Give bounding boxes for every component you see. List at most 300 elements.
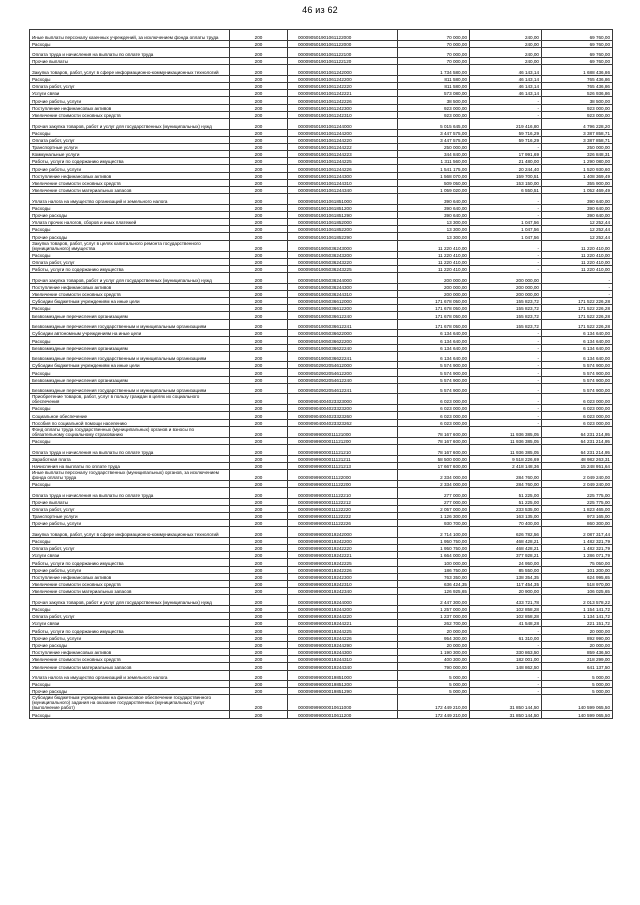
row-line-code: 200	[230, 445, 288, 456]
table-row	[30, 627, 613, 634]
table-row	[30, 258, 613, 265]
row-name: Приобретение товаров, работ, услуг в пользу граждан в целях их социального обеспечения	[30, 394, 230, 405]
row-approved: 6 023 000,00	[398, 412, 470, 419]
row-budget-code: 000090501905036243200	[288, 251, 398, 258]
row-line-code: 200	[230, 512, 288, 519]
row-line-code: 200	[230, 369, 288, 376]
row-approved: 171 678 050,00	[398, 312, 470, 319]
row-approved: 1 237 000,00	[398, 613, 470, 620]
row-approved: 277 000,00	[398, 488, 470, 499]
row-remaining: 1 286 071,79	[542, 552, 613, 559]
row-name: Расходы	[30, 480, 230, 487]
row-name: Услуги связи	[30, 620, 230, 627]
row-approved: 126 925,65	[398, 588, 470, 595]
row-budget-code: 000090501901061244222	[288, 143, 398, 150]
row-executed: 46 143,14	[470, 65, 542, 76]
table-row	[30, 233, 613, 240]
row-budget-code: 000090904004023323262	[288, 419, 398, 426]
row-approved: 70 000,00	[398, 58, 470, 65]
row-approved: 70 000,00	[398, 40, 470, 47]
row-name: Расходы	[30, 251, 230, 258]
row-executed: -	[470, 344, 542, 351]
row-approved: 5 000,00	[398, 681, 470, 688]
row-line-code: 200	[230, 172, 288, 179]
row-executed: 377 928,21	[470, 552, 542, 559]
row-executed: 70 400,00	[470, 520, 542, 527]
table-row	[30, 419, 613, 426]
table-row	[30, 351, 613, 362]
row-remaining: 1 290 080,00	[542, 158, 613, 165]
row-budget-code: 000090999000019242310	[288, 580, 398, 587]
row-executed: -	[470, 251, 542, 258]
row-executed: 11 936 385,05	[470, 437, 542, 444]
row-name: Уплата налога на имущество организаций и земельного налога	[30, 670, 230, 681]
table-row	[30, 412, 613, 419]
row-name: Увеличение стоимости основных средств	[30, 290, 230, 297]
row-line-code: 200	[230, 305, 288, 312]
row-budget-code: 000090501905036612000	[288, 298, 398, 305]
table-row	[30, 620, 613, 627]
row-remaining: 1 688 436,86	[542, 65, 613, 76]
table-row	[30, 143, 613, 150]
row-approved: 2 447 300,00	[398, 595, 470, 606]
row-remaining: 859 436,50	[542, 648, 613, 655]
row-line-code: 200	[230, 75, 288, 82]
row-name: Иные выплаты персоналу государственных (муниципальных) органов, за исключением фонда оплаты труда	[30, 469, 230, 480]
row-line-code: 200	[230, 251, 288, 258]
row-budget-code: 000090501901061852290	[288, 233, 398, 240]
row-name: Заработная плата	[30, 455, 230, 462]
row-line-code: 200	[230, 641, 288, 648]
row-line-code: 200	[230, 319, 288, 330]
row-remaining: -	[542, 283, 613, 290]
row-line-code: 200	[230, 588, 288, 595]
table-row	[30, 104, 613, 111]
row-approved: 400 300,00	[398, 656, 470, 663]
table-row	[30, 462, 613, 469]
row-executed: -	[470, 641, 542, 648]
row-line-code: 200	[230, 605, 288, 612]
row-remaining: 892 990,00	[542, 634, 613, 641]
table-row	[30, 111, 613, 118]
row-name: Безвозмездные перечисления организациям	[30, 376, 230, 383]
row-executed: 200 000,00	[470, 290, 542, 297]
row-approved: 5 574 900,00	[398, 362, 470, 369]
table-row	[30, 337, 613, 344]
row-executed: 284 760,00	[470, 480, 542, 487]
row-name: Увеличение стоимости основных средств	[30, 580, 230, 587]
row-budget-code: 000090501901061242226	[288, 97, 398, 104]
row-approved: 1 059 020,00	[398, 187, 470, 194]
row-budget-code: 000090999000019851000	[288, 670, 398, 681]
row-approved: 172 449 210,00	[398, 695, 470, 711]
row-approved: 6 134 640,00	[398, 351, 470, 362]
row-line-code: 200	[230, 620, 288, 627]
row-executed: -	[470, 194, 542, 205]
row-line-code: 200	[230, 670, 288, 681]
row-executed: 20 244,40	[470, 165, 542, 172]
row-approved: 2 057 000,00	[398, 505, 470, 512]
row-name: Расходы	[30, 204, 230, 211]
table-row	[30, 648, 613, 655]
row-remaining: 1 134 141,72	[542, 613, 613, 620]
row-remaining: 1 482 321,79	[542, 545, 613, 552]
row-executed: 200 000,00	[470, 273, 542, 284]
row-executed: -	[470, 383, 542, 394]
row-approved: 11 220 410,00	[398, 240, 470, 251]
table-row	[30, 40, 613, 47]
row-line-code: 200	[230, 663, 288, 670]
budget-table	[29, 29, 613, 719]
row-approved: 70 000,00	[398, 47, 470, 58]
row-line-code: 200	[230, 505, 288, 512]
row-remaining: 250 000,00	[542, 143, 613, 150]
row-remaining: 20 000,00	[542, 641, 613, 648]
row-name: Прочие расходы	[30, 641, 230, 648]
row-name: Расходы	[30, 337, 230, 344]
row-executed: 1 047,56	[470, 233, 542, 240]
row-executed: 155 823,72	[470, 319, 542, 330]
table-row	[30, 505, 613, 512]
row-name: Расходы	[30, 605, 230, 612]
row-approved: 6 134 640,00	[398, 344, 470, 351]
row-executed: 155 823,72	[470, 298, 542, 305]
row-remaining: 69 760,00	[542, 58, 613, 65]
row-budget-code: 000090904004023323200	[288, 405, 398, 412]
row-approved: 78 167 600,00	[398, 426, 470, 437]
row-line-code: 200	[230, 545, 288, 552]
table-row	[30, 129, 613, 136]
row-line-code: 200	[230, 455, 288, 462]
row-approved: 5 000,00	[398, 688, 470, 695]
row-budget-code: 000090502902054612240	[288, 376, 398, 383]
row-budget-code: 000090904004023323000	[288, 394, 398, 405]
row-name: Прочие выплаты	[30, 58, 230, 65]
row-approved: 78 167 600,00	[398, 445, 470, 456]
table-row	[30, 226, 613, 233]
row-executed: 41 548,28	[470, 620, 542, 627]
row-line-code: 200	[230, 383, 288, 394]
row-approved: 923 000,00	[398, 104, 470, 111]
row-name: Услуги связи	[30, 90, 230, 97]
row-remaining: 5 000,00	[542, 681, 613, 688]
row-budget-code: 000090999000019242000	[288, 527, 398, 538]
row-name: Прочая закупка товаров, работ и услуг для государственных (муниципальных) нужд	[30, 595, 230, 606]
table-row	[30, 480, 613, 487]
row-name: Оплата работ, услуг	[30, 258, 230, 265]
row-name: Прочие работы, услуги	[30, 634, 230, 641]
row-budget-code: 000090501901061242220	[288, 83, 398, 90]
row-budget-code: 000090999000011122212	[288, 498, 398, 505]
table-row	[30, 90, 613, 97]
row-remaining: 2 087 317,44	[542, 527, 613, 538]
row-executed: 17 991,69	[470, 151, 542, 158]
row-name: Расходы	[30, 40, 230, 47]
row-budget-code: 000090999000019242220	[288, 545, 398, 552]
row-approved: 172 449 210,00	[398, 711, 470, 718]
row-remaining: 6 134 640,00	[542, 337, 613, 344]
row-executed: 240,00	[470, 30, 542, 41]
row-name: Уплата прочих налогов, сборов и иных платежей	[30, 219, 230, 226]
row-approved: 2 334 000,00	[398, 469, 470, 480]
row-approved: 5 015 645,00	[398, 119, 470, 130]
row-executed: -	[470, 104, 542, 111]
row-remaining: 64 231 214,95	[542, 426, 613, 437]
row-remaining: 2 049 240,00	[542, 480, 613, 487]
row-approved: 1 126 300,00	[398, 512, 470, 519]
row-approved: 1 950 750,00	[398, 545, 470, 552]
row-approved: 6 023 000,00	[398, 394, 470, 405]
table-row	[30, 136, 613, 143]
row-executed: 240,00	[470, 58, 542, 65]
row-line-code: 200	[230, 537, 288, 544]
row-executed: 6 550,51	[470, 187, 542, 194]
row-budget-code: 000090501905036243000	[288, 240, 398, 251]
table-row	[30, 437, 613, 444]
row-name: Работы, услуги по содержанию имущества	[30, 266, 230, 273]
row-line-code: 200	[230, 480, 288, 487]
table-row	[30, 312, 613, 319]
table-row	[30, 58, 613, 65]
row-executed: 182 001,00	[470, 656, 542, 663]
row-approved: 5 574 900,00	[398, 376, 470, 383]
row-executed: 219 416,80	[470, 119, 542, 130]
row-budget-code: 000090501901061852200	[288, 226, 398, 233]
row-executed: -	[470, 688, 542, 695]
table-row	[30, 394, 613, 405]
row-name: Прочие расходы	[30, 688, 230, 695]
row-executed: -	[470, 211, 542, 218]
row-approved: 38 500,00	[398, 97, 470, 104]
row-approved: 3 447 575,00	[398, 136, 470, 143]
row-name: Поступление нефинансовых активов	[30, 283, 230, 290]
row-remaining: 12 252,44	[542, 233, 613, 240]
row-executed: 51 225,00	[470, 488, 542, 499]
row-remaining: 1 520 930,60	[542, 165, 613, 172]
row-budget-code: 000090501905036243220	[288, 258, 398, 265]
row-remaining: 6 134 640,00	[542, 344, 613, 351]
row-budget-code: 000090501901061851290	[288, 211, 398, 218]
row-remaining: 1 052 469,49	[542, 187, 613, 194]
row-line-code: 200	[230, 136, 288, 143]
row-executed: -	[470, 97, 542, 104]
row-approved: 5 000,00	[398, 670, 470, 681]
row-budget-code: 000090501901061122100	[288, 47, 398, 58]
row-name: Поступление нефинансовых активов	[30, 573, 230, 580]
row-budget-code: 000090999000011122210	[288, 488, 398, 499]
row-approved: 100 000,00	[398, 559, 470, 566]
row-name: Прочие работы, услуги	[30, 165, 230, 172]
row-budget-code: 000090501901061244200	[288, 129, 398, 136]
table-row	[30, 187, 613, 194]
table-row	[30, 520, 613, 527]
row-executed: -	[470, 362, 542, 369]
row-remaining: 5 000,00	[542, 670, 613, 681]
row-remaining: 225 775,00	[542, 488, 613, 499]
row-executed: 284 760,00	[470, 469, 542, 480]
row-remaining: 140 599 065,50	[542, 711, 613, 718]
table-row	[30, 204, 613, 211]
row-approved: 78 167 600,00	[398, 437, 470, 444]
table-row	[30, 634, 613, 641]
row-remaining: 923 000,00	[542, 104, 613, 111]
row-approved: 171 678 050,00	[398, 319, 470, 330]
table-row	[30, 97, 613, 104]
row-remaining: 5 574 900,00	[542, 362, 613, 369]
row-approved: 344 840,00	[398, 151, 470, 158]
row-budget-code: 000090501901061244226	[288, 165, 398, 172]
table-row	[30, 663, 613, 670]
row-name: Расходы	[30, 369, 230, 376]
row-executed: 117 454,35	[470, 580, 542, 587]
row-name: Расходы	[30, 129, 230, 136]
row-remaining: 765 436,86	[542, 75, 613, 82]
row-executed: 46 143,14	[470, 90, 542, 97]
row-budget-code: 000090501901061244220	[288, 136, 398, 143]
table-row	[30, 445, 613, 456]
row-approved: 930 700,00	[398, 520, 470, 527]
row-approved: 11 220 410,00	[398, 266, 470, 273]
row-line-code: 200	[230, 290, 288, 297]
row-approved: 573 080,00	[398, 90, 470, 97]
row-remaining: 973 165,00	[542, 512, 613, 519]
row-remaining: 69 760,00	[542, 40, 613, 47]
table-row	[30, 488, 613, 499]
row-executed: 626 782,56	[470, 527, 542, 538]
row-approved: 11 220 410,00	[398, 258, 470, 265]
table-row	[30, 455, 613, 462]
row-executed: 163 135,00	[470, 512, 542, 519]
row-executed: 31 850 144,50	[470, 695, 542, 711]
row-budget-code: 000090999000019242200	[288, 537, 398, 544]
row-budget-code: 000090501901061242200	[288, 75, 398, 82]
row-budget-code: 000090999000019242300	[288, 573, 398, 580]
row-line-code: 200	[230, 552, 288, 559]
table-row	[30, 469, 613, 480]
table-row	[30, 172, 613, 179]
table-row	[30, 605, 613, 612]
table-row	[30, 75, 613, 82]
row-approved: 13 300,00	[398, 226, 470, 233]
row-remaining: 6 134 640,00	[542, 351, 613, 362]
row-remaining: 221 151,72	[542, 620, 613, 627]
row-approved: 954 300,00	[398, 634, 470, 641]
row-name: Расходы	[30, 226, 230, 233]
table-row	[30, 119, 613, 130]
row-approved: 58 500 000,00	[398, 455, 470, 462]
row-remaining: -	[542, 290, 613, 297]
row-line-code: 200	[230, 613, 288, 620]
row-name: Прочие работы, услуги	[30, 520, 230, 527]
table-row	[30, 298, 613, 305]
row-line-code: 200	[230, 119, 288, 130]
row-remaining: 5 574 900,00	[542, 376, 613, 383]
table-row	[30, 580, 613, 587]
row-line-code: 200	[230, 211, 288, 218]
row-budget-code: 000090501901061244223	[288, 151, 398, 158]
row-executed: -	[470, 369, 542, 376]
row-line-code: 200	[230, 419, 288, 426]
row-executed: 9 518 226,69	[470, 455, 542, 462]
row-executed: -	[470, 240, 542, 251]
row-budget-code: 000090501901061851200	[288, 204, 398, 211]
row-name: Увеличение стоимости основных средств	[30, 179, 230, 186]
row-line-code: 200	[230, 30, 288, 41]
row-executed: 233 535,00	[470, 505, 542, 512]
row-name: Оплата работ, услуг	[30, 83, 230, 90]
row-name: Транспортные услуги	[30, 143, 230, 150]
row-line-code: 200	[230, 394, 288, 405]
row-budget-code: 000090501901061242221	[288, 90, 398, 97]
row-executed: -	[470, 337, 542, 344]
row-line-code: 200	[230, 83, 288, 90]
row-name: Оплата работ, услуг	[30, 136, 230, 143]
row-remaining: 860 300,00	[542, 520, 613, 527]
row-name: Уплата налога на имущество организаций и земельного налога	[30, 194, 230, 205]
row-line-code: 200	[230, 330, 288, 337]
row-line-code: 200	[230, 97, 288, 104]
row-remaining: 6 023 000,00	[542, 419, 613, 426]
row-line-code: 200	[230, 312, 288, 319]
row-remaining: 48 982 263,31	[542, 455, 613, 462]
row-line-code: 200	[230, 405, 288, 412]
row-name: Увеличение стоимости материальных запасов	[30, 187, 230, 194]
row-name: Закупка товаров, работ, услуг в сфере информационно-коммуникационных технологий	[30, 527, 230, 538]
row-name: Увеличение стоимости материальных запасов	[30, 663, 230, 670]
row-budget-code: 000090502902054612241	[288, 383, 398, 394]
row-name: Увеличение стоимости материальных запасов	[30, 588, 230, 595]
row-budget-code: 000090501901061244300	[288, 172, 398, 179]
row-approved: 1 190 300,00	[398, 648, 470, 655]
row-name: Субсидии бюджетным учреждениям на иные цели	[30, 298, 230, 305]
row-remaining: 641 137,50	[542, 663, 613, 670]
row-approved: 5 574 900,00	[398, 383, 470, 394]
row-budget-code: 000090501905036244000	[288, 273, 398, 284]
row-executed: 31 850 144,50	[470, 711, 542, 718]
table-row	[30, 537, 613, 544]
row-executed: -	[470, 405, 542, 412]
row-approved: 186 750,00	[398, 566, 470, 573]
table-row	[30, 194, 613, 205]
row-name: Расходы	[30, 75, 230, 82]
row-line-code: 200	[230, 559, 288, 566]
row-budget-code: 000090999000011121000	[288, 426, 398, 437]
row-line-code: 200	[230, 580, 288, 587]
row-remaining: 326 848,31	[542, 151, 613, 158]
row-approved: 790 000,00	[398, 663, 470, 670]
row-approved: 3 447 575,00	[398, 129, 470, 136]
row-name: Безвозмездные перечисления организациям	[30, 312, 230, 319]
row-remaining: 3 387 858,71	[542, 136, 613, 143]
row-line-code: 200	[230, 351, 288, 362]
row-approved: 200 000,00	[398, 273, 470, 284]
row-remaining: 171 522 226,28	[542, 319, 613, 330]
table-row	[30, 711, 613, 718]
row-approved: 2 714 100,00	[398, 527, 470, 538]
row-name: Расходы	[30, 537, 230, 544]
row-line-code: 200	[230, 187, 288, 194]
row-remaining: 4 796 228,20	[542, 119, 613, 130]
row-name: Расходы	[30, 681, 230, 688]
row-budget-code: 000090502902054612000	[288, 362, 398, 369]
row-remaining: 171 522 226,28	[542, 305, 613, 312]
row-approved: 20 000,00	[398, 627, 470, 634]
row-name: Работы, услуги по содержанию имущества	[30, 627, 230, 634]
row-line-code: 200	[230, 488, 288, 499]
row-budget-code: 000090501905036612200	[288, 305, 398, 312]
row-budget-code: 000090999000019244310	[288, 656, 398, 663]
row-budget-code: 000090999000011122220	[288, 505, 398, 512]
